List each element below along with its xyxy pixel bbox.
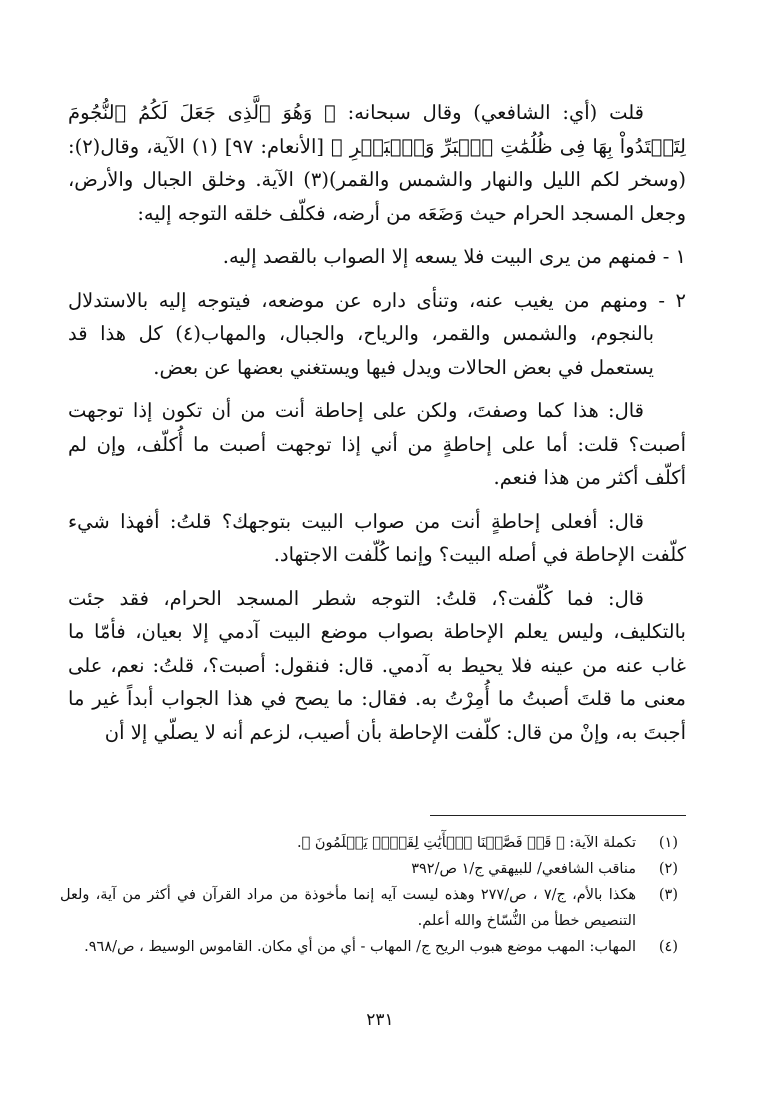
footnote-text: المهاب: المهب موضع هبوب الريح ج/ المهاب - أي من أي مكان. القاموس الوسيط ، ص/٩٦٨.	[84, 939, 636, 955]
list-item-2: ٢ - ومنهم من يغيب عنه، وتنأى داره عن موضعه، فيتوجه إليه بالاستدلال بالنجوم، والشمس والقمر، والرياح، والجبال، والمهاب(٤) كل هذا قد يستعمل في بعض الحالات ويدل فيها ويستغني بعضها عن بعض.	[68, 288, 686, 379]
main-text	[68, 96, 686, 759]
footnote-2	[60, 856, 678, 882]
paragraph-2: قال: هذا كما وصفتَ، ولكن على إحاطة أنت من أن تكون إذا توجهت أصبت؟ قلت: أما على إحاطةٍ من أني إذا توجهت أصبت ما أُكلّف، وإن لم أكلّف أكثر من هذا فنعم.	[68, 399, 686, 489]
paragraph-4: قال: فما كُلّفت؟، قلتُ: التوجه شطر المسجد الحرام، فقد جئت بالتكليف، وليس يعلم الإحاطة بصواب موضع البيت آدمي إلا بعيان، فأمّا ما غاب عنه من عينه فلا يحيط به آدمي. قال: فنقول: أصبت؟، قلتُ: نعم، على معنى ما قلتَ أصبتُ ما أُمِرْتُ به. فقال: ما يصح في هذا الجواب أبداً غير ما أجبتَ به، وإنْ من قال: كلّفت الإحاطة بأن أصيب، لزعم أنه لا يصلّي إلا أن	[68, 586, 686, 744]
footnote-text: مناقب الشافعي/ للبيهقي ج/١ ص/٣٩٢	[411, 861, 636, 877]
list-item-1: ١ - فمنهم من يرى البيت فلا يسعه إلا الصواب بالقصد إليه.	[222, 245, 686, 268]
footnote-3	[60, 882, 678, 934]
footnote-separator	[430, 815, 686, 816]
footnote-text: هكذا بالأم، ج/٧ ، ص/٢٧٧ وهذه ليست آيه إنما مأخوذة من مراد القرآن في أكثر من آية، ولعل التنصيص خطأ من النُّسّاخ والله أعلم.	[60, 887, 637, 929]
paragraph-1: قلت (أي: الشافعي) وقال سبحانه: ﴿ وَهُوَ ٱلَّذِى جَعَلَ لَكُمُ ٱلنُّجُومَ لِتَهۡتَدُواْ بِهَا فِى ظُلُمَٰتِ ٱلۡبَرِّ وَٱلۡبَحۡرِ ﴾ [الأنعام: ٩٧] (١) الآية، وقال(٢): (وسخر لكم الليل والنهار والشمس والقمر)(٣) الآية. وخلق الجبال والأرض، وجعل المسجد الحرام حيث وَضَعَه من أرضه، فكلّف خلقه التوجه إليه:	[68, 101, 686, 225]
footnote-4	[60, 934, 678, 960]
footnote-1	[60, 830, 678, 856]
paragraph-3: قال: أفعلى إحاطةٍ أنت من صواب البيت بتوجهك؟ قلتُ: أفهذا شيء كلّفت الإحاطة في أصله البيت؟ وإنما كُلّفت الاجتهاد.	[68, 509, 686, 566]
footnotes	[60, 830, 678, 960]
page-number: ٢٣١	[366, 1010, 394, 1030]
footnote-number: (١)	[658, 835, 678, 851]
footnote-number: (٤)	[658, 939, 678, 955]
footnote-text: تكملة الآية: ﴿ قَدۡ فَصَّلۡنَا ٱلۡأٓيَٰتِ لِقَوۡمٖ يَعۡلَمُونَ ﴾.	[296, 835, 636, 851]
footnote-number: (٣)	[658, 887, 678, 903]
footnote-number: (٢)	[658, 861, 678, 877]
